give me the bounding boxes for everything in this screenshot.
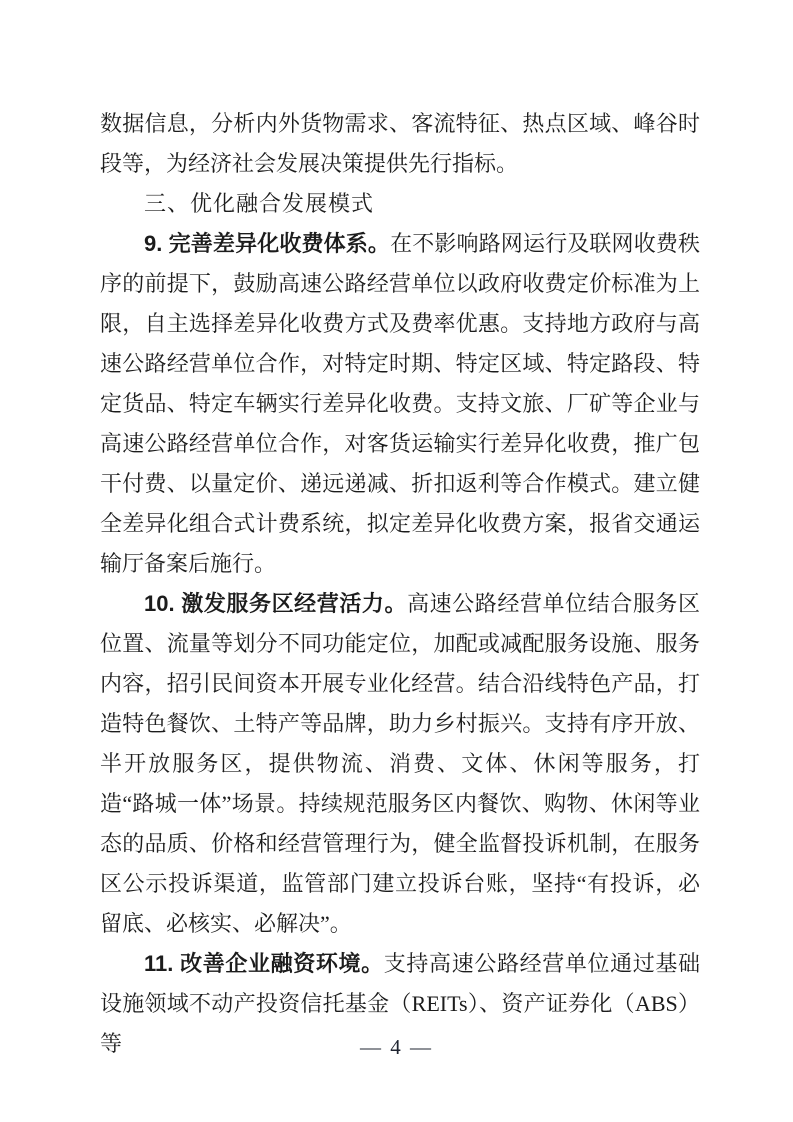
- document-content: [100, 104, 700, 1064]
- policy-item-10-title: 10. 激发服务区经营活力。: [144, 591, 408, 616]
- policy-item-10: [100, 584, 700, 944]
- page-number: — 4 —: [360, 1035, 433, 1059]
- policy-item-10-body: 高速公路经营单位结合服务区位置、流量等划分不同功能定位，加配或减配服务设施、服务内容，招引民间资本开展专业化经营。结合沿线特色产品，打造特色餐饮、土特产等品牌，助力乡村振兴。支持有序开放、半开放服务区，提供物流、消费、文体、休闲等服务，打造“路城一体”场景。持续规范服务区内餐饮、购物、休闲等业态的品质、价格和经营管理行为，健全监督投诉机制，在服务区公示投诉渠道，监管部门建立投诉台账，坚持“有投诉，必留底、必核实、必解决”。: [100, 591, 701, 936]
- policy-item-11-body: 支持高速公路经营单位通过基础设施领域不动产投资信托基金（REITs）、资产证券化（ABS）等: [100, 951, 700, 1056]
- policy-item-9-body: 在不影响路网运行及联网收费秩序的前提下，鼓励高速公路经营单位以政府收费定价标准为上限，自主选择差异化收费方式及费率优惠。支持地方政府与高速公路经营单位合作，对特定时期、特定区域、特定路段、特定货品、特定车辆实行差异化收费。支持文旅、厂矿等企业与高速公路经营单位合作，对客货运输实行差异化收费，推广包干付费、以量定价、递远递减、折扣返利等合作模式。建立健全差异化组合式计费系统，拟定差异化收费方案，报省交通运输厅备案后施行。: [100, 231, 700, 576]
- policy-item-11-title: 11. 改善企业融资环境。: [144, 951, 384, 976]
- section-heading: 三、优化融合发展模式: [144, 191, 375, 216]
- paragraph-continuation: 数据信息，分析内外货物需求、客流特征、热点区域、峰谷时段等，为经济社会发展决策提供先行指标。: [100, 111, 700, 176]
- policy-item-9: [100, 224, 700, 584]
- policy-item-9-title: 9. 完善差异化收费体系。: [144, 231, 391, 256]
